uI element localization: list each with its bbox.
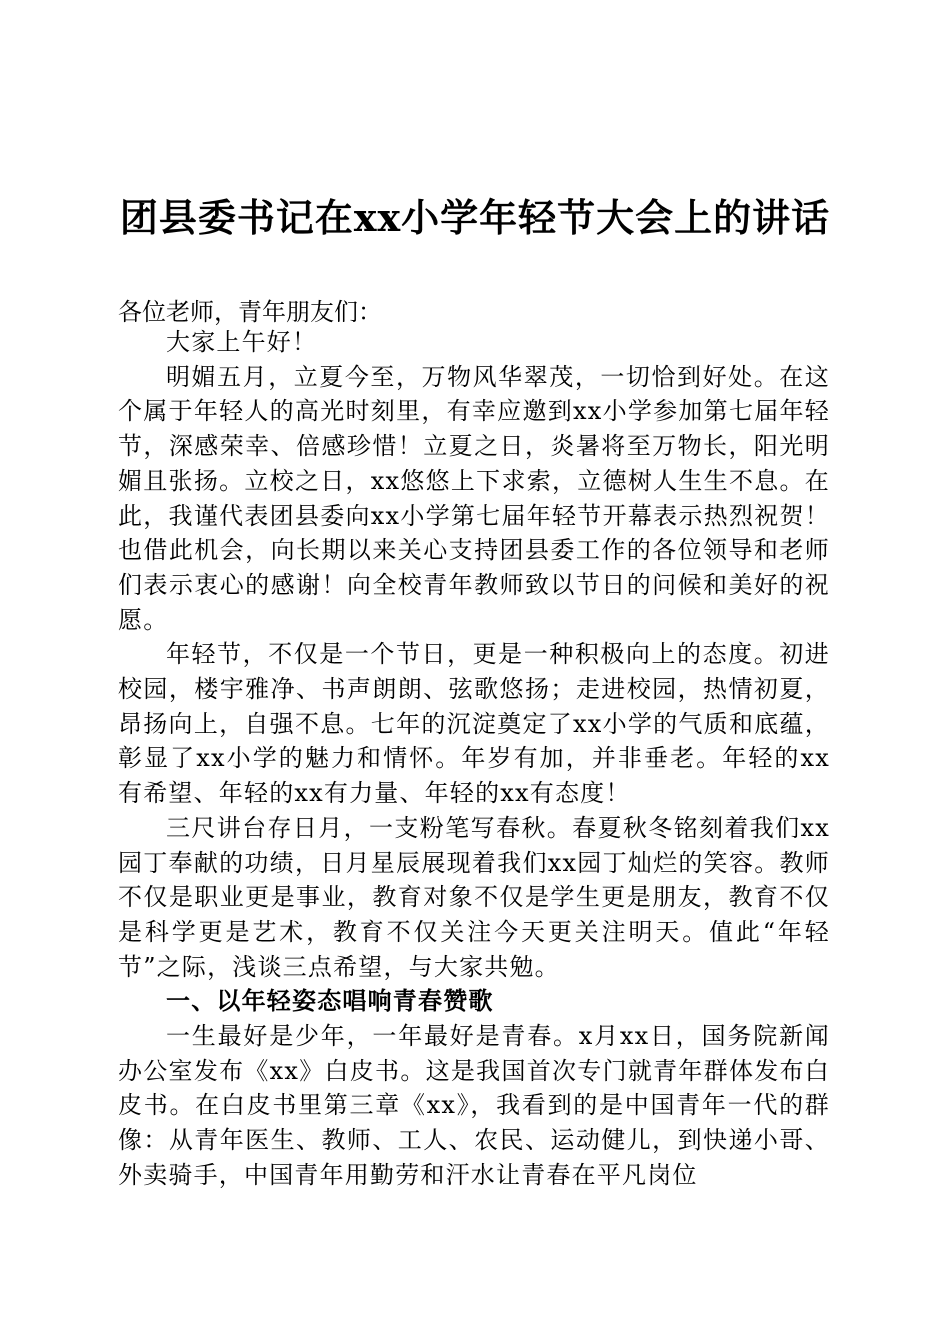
document-body <box>118 325 830 1193</box>
document-title: 团县委书记在xx小学年轻节大会上的讲话 <box>119 195 831 240</box>
salutation: 各位老师，青年朋友们： <box>118 298 382 326</box>
paragraph: 明媚五月，立夏今至，万物风华翠茂，一切恰到好处。在这个属于年轻人的高光时刻里，有幸应邀到xx小学参加第七届年轻节，深感荣幸、倍感珍惜！立夏之日，炎暑将至万物长，阳光明媚且张扬。立校之日，xx悠悠上下求索，立德树人生生不息。在此，我谨代表团县委向xx小学第七届年轻节开幕表示热烈祝贺！也借此机会，向长期以来关心支持团县委工作的各位领导和老师们表示衷心的感谢！向全校青年教师致以节日的问候和美好的祝愿。 <box>118 362 830 634</box>
paragraph: 年轻节，不仅是一个节日，更是一种积极向上的态度。初进校园，楼宇雅净、书声朗朗、弦歌悠扬；走进校园，热情初夏，昂扬向上，自强不息。七年的沉淀奠定了xx小学的气质和底蕴，彰显了xx小学的魅力和情怀。年岁有加，并非垂老。年轻的xx有希望、年轻的xx有力量、年轻的xx有态度！ <box>118 640 830 808</box>
greeting: 大家上午好！ <box>166 328 318 356</box>
paragraph: 三尺讲台存日月，一支粉笔写春秋。春夏秋冬铭刻着我们xx园丁奉献的功绩，日月星辰展现着我们xx园丁灿烂的笑容。教师不仅是职业更是事业，教育对象不仅是学生更是朋友，教育不仅是科学更是艺术，教育不仅关注今天更关注明天。值此“年轻节”之际，浅谈三点希望，与大家共勉。 <box>118 813 830 981</box>
paragraph: 一生最好是少年，一年最好是青春。x月xx日，国务院新闻办公室发布《xx》白皮书。这是我国首次专门就青年群体发布白皮书。在白皮书里第三章《xx》，我看到的是中国青年一代的群像：从青年医生、教师、工人、农民、运动健儿，到快递小哥、外卖骑手，中国青年用勤劳和汗水让青春在平凡岗位 <box>118 1022 830 1189</box>
section-heading: 一、以年轻姿态唱响青春赞歌 <box>166 987 494 1016</box>
